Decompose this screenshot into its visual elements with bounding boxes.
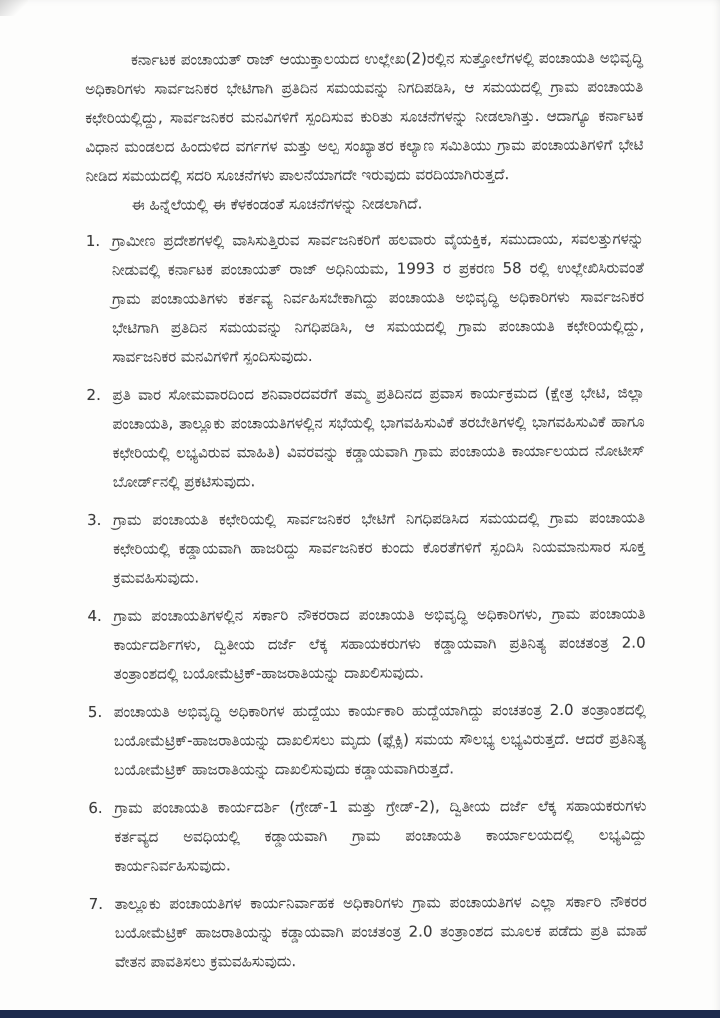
- list-item: [89, 888, 647, 977]
- list-item: [88, 696, 646, 785]
- list-item-text: ಗ್ರಾಮ ಪಂಚಾಯತಿ ಕಛೇರಿಯಲ್ಲಿ ಸಾರ್ವಜನಿಕರ ಭೇಟಿಗೆ ನಿಗಧಿಪಡಿಸಿದ ಸಮಯದಲ್ಲಿ ಗ್ರಾಮ ಪಂಚಾಯತಿ ಕಛೇರಿಯಲ್ಲಿ ಕಡ್ಡಾಯವಾಗಿ ಹಾಜರಿದ್ದು ಸಾರ್ವಜನಿಕರ ಕುಂದು ಕೊರತೆಗಳಿಗೆ ಸ್ಪಂದಿಸಿ ನಿಯಮಾನುಸಾರ ಸೂಕ್ತ ಕ್ರಮವಹಿಸುವುದು.: [113, 508, 646, 587]
- lead-in-paragraph: ಈ ಹಿನ್ನೆಲೆಯಲ್ಲಿ ಈ ಕೆಳಕಂಡಂತೆ ಸೂಚನೆಗಳನ್ನು ನೀಡಲಾಗಿದೆ.: [131, 194, 423, 214]
- list-item-text: ಗ್ರಾಮೀಣ ಪ್ರದೇಶಗಳಲ್ಲಿ ವಾಸಿಸುತ್ತಿರುವ ಸಾರ್ವಜನಿಕರಿಗೆ ಹಲವಾರು ವೈಯಕ್ತಿಕ, ಸಮುದಾಯ, ಸವಲತ್ತುಗಳನ್ನು ನೀಡುವಲ್ಲಿ ಕರ್ನಾಟಕ ಪಂಚಾಯತ್ ರಾಜ್ ಅಧಿನಿಯಮ, 1993 ರ ಪ್ರಕರಣ 58 ರಲ್ಲಿ ಉಲ್ಲೇಖಿಸಿರುವಂತೆ ಗ್ರಾಮ ಪಂಚಾಯತಿಗಳು ಕರ್ತವ್ಯ ನಿರ್ವಹಿಸಬೇಕಾಗಿದ್ದು ಪಂಚಾಯತಿ ಅಭಿವೃದ್ಧಿ ಅಧಿಕಾರಿಗಳು ಸಾರ್ವಜನಿಕರ ಭೇಟಿಗಾಗಿ ಪ್ರತಿದಿನ ಸಮಯವನ್ನು ನಿಗಧಿಪಡಿಸಿ, ಆ ಸಮಯದಲ್ಲಿ ಗ್ರಾಮ ಪಂಚಾಯತಿ ಕಛೇರಿಯಲ್ಲಿದ್ದು, ಸಾರ್ವಜನಿಕರ ಮನವಿಗಳಿಗೆ ಸ್ಪಂದಿಸುವುದು.: [111, 229, 645, 366]
- list-item-number: 3.: [87, 510, 102, 529]
- scan-shadow-topleft: [0, 0, 28, 16]
- list-item-text: ಪ್ರತಿ ವಾರ ಸೋಮವಾರದಿಂದ ಶನಿವಾರದವರೆಗೆ ತಮ್ಮ ಪ್ರತಿದಿನದ ಪ್ರವಾಸ ಕಾರ್ಯಕ್ರಮದ (ಕ್ಷೇತ್ರ ಭೇಟಿ, ಜಿಲ್ಲಾ ಪಂಚಾಯತಿ, ತಾಲ್ಲೂಕು ಪಂಚಾಯತಿಗಳಲ್ಲಿನ ಸಭೆಯಲ್ಲಿ ಭಾಗವಹಿಸುವಿಕೆ ತರಬೇತಿಗಳಲ್ಲಿ ಭಾಗವಹಿಸುವಿಕೆ ಹಾಗೂ ಕಛೇರಿಯಲ್ಲಿ ಲಭ್ಯವಿರುವ ಮಾಹಿತಿ) ವಿವರವನ್ನು ಕಡ್ಡಾಯವಾಗಿ ಗ್ರಾಮ ಪಂಚಾಯತಿ ಕಾರ್ಯಾಲಯದ ನೋಟೀಸ್ ಬೋರ್ಡ್‌ನಲ್ಲಿ ಪ್ರಕಟಿಸುವುದು.: [112, 383, 645, 491]
- list-item-number: 6.: [88, 798, 103, 817]
- list-item-text: ಪಂಚಾಯತಿ ಅಭಿವೃದ್ಧಿ ಅಧಿಕಾರಿಗಳ ಹುದ್ದೆಯು ಕಾರ್ಯಕಾರಿ ಹುದ್ದೆಯಾಗಿದ್ದು ಪಂಚತಂತ್ರ 2.0 ತಂತ್ರಾಂಶದಲ್ಲಿ ಬಯೋಮೆಟ್ರಿಕ್-ಹಾಜರಾತಿಯನ್ನು ದಾಖಲಿಸಲು ಮೃದು (ಫ್ಲೆಕ್ಸಿ) ಸಮಯ ಸೌಲಭ್ಯ ಲಭ್ಯವಿರುತ್ತದೆ. ಆದರೆ ಪ್ರತಿನಿತ್ಯ ಬಯೋಮೆಟ್ರಿಕ್ ಹಾಜರಾತಿಯನ್ನು ದಾಖಲಿಸುವುದು ಕಡ್ಡಾಯವಾಗಿರುತ್ತದೆ.: [113, 700, 647, 779]
- list-item: [86, 225, 645, 372]
- bottom-scan-bar: [0, 1010, 720, 1018]
- list-item: [87, 600, 645, 689]
- document-content: [85, 44, 647, 986]
- list-item-text: ಗ್ರಾಮ ಪಂಚಾಯತಿಗಳಲ್ಲಿನ ಸರ್ಕಾರಿ ನೌಕರರಾದ ಪಂಚಾಯತಿ ಅಭಿವೃದ್ಧಿ ಅಧಿಕಾರಿಗಳು, ಗ್ರಾಮ ಪಂಚಾಯತಿ ಕಾರ್ಯದರ್ಶಿಗಳು, ದ್ವಿತೀಯ ದರ್ಜೆ ಲೆಕ್ಕ ಸಹಾಯಕರುಗಳು ಕಡ್ಡಾಯವಾಗಿ ಪ್ರತಿನಿತ್ಯ ಪಂಚತಂತ್ರ 2.0 ತಂತ್ರಾಂಶದಲ್ಲಿ ಬಯೋಮೆಟ್ರಿಕ್-ಹಾಜರಾತಿಯನ್ನು ದಾಖಲಿಸುವುದು.: [113, 604, 646, 683]
- list-item-text: ತಾಲ್ಲೂಕು ಪಂಚಾಯತಿಗಳ ಕಾರ್ಯನಿರ್ವಾಹಕ ಅಧಿಕಾರಿಗಳು ಗ್ರಾಮ ಪಂಚಾಯತಿಗಳ ಎಲ್ಲಾ ಸರ್ಕಾರಿ ನೌಕರರ ಬಯೋಮೆಟ್ರಿಕ್ ಹಾಜರಾತಿಯನ್ನು ಕಡ್ಡಾಯವಾಗಿ ಪಂಚತಂತ್ರ 2.0 ತಂತ್ರಾಂಶದ ಮೂಲಕ ಪಡೆದು ಪ್ರತಿ ಮಾಹೆ ವೇತನ ಪಾವತಿಸಲು ಕ್ರಮವಹಿಸುವುದು.: [114, 892, 647, 971]
- list-item-number: 2.: [86, 385, 101, 404]
- list-item-number: 1.: [85, 231, 101, 250]
- list-item: [88, 792, 646, 881]
- list-item: [86, 379, 645, 497]
- list-item-number: 7.: [88, 894, 104, 913]
- list-item: [87, 504, 645, 593]
- list-item-number: 5.: [87, 702, 103, 721]
- intro-paragraph: ಕರ್ನಾಟಕ ಪಂಚಾಯತ್ ರಾಜ್ ಆಯುಕ್ತಾಲಯದ ಉಲ್ಲೇಖ(2)ರಲ್ಲಿನ ಸುತ್ತೋಲೆಗಳಲ್ಲಿ ಪಂಚಾಯತಿ ಅಭಿವೃದ್ಧಿ ಅಧಿಕಾರಿಗಳು ಸಾರ್ವಜನಿಕರ ಭೇಟಿಗಾಗಿ ಪ್ರತಿದಿನ ಸಮಯವನ್ನು ನಿಗದಿಪಡಿಸಿ, ಆ ಸಮಯದಲ್ಲಿ ಗ್ರಾಮ ಪಂಚಾಯತಿ ಕಛೇರಿಯಲ್ಲಿದ್ದು, ಸಾರ್ವಜನಿಕರ ಮನವಿಗಳಿಗೆ ಸ್ಪಂದಿಸುವ ಕುರಿತು ಸೂಚನೆಗಳನ್ನು ನೀಡಲಾಗಿತ್ತು. ಆದಾಗ್ಯೂ ಕರ್ನಾಟಕ ವಿಧಾನ ಮಂಡಲದ ಹಿಂದುಳಿದ ವರ್ಗಗಳ ಮತ್ತು ಅಲ್ಪ ಸಂಖ್ಯಾತರ ಕಲ್ಯಾಣ ಸಮಿತಿಯು ಗ್ರಾಮ ಪಂಚಾಯತಿಗಳಿಗೆ ಭೇಟಿ ನೀಡಿದ ಸಮಯದಲ್ಲಿ ಸದರಿ ಸೂಚನೆಗಳು ಪಾಲನೆಯಾಗದೇ ಇರುವುದು ವರದಿಯಾಗಿರುತ್ತದೆ.: [85, 48, 644, 185]
- list-item-number: 4.: [87, 606, 102, 625]
- list-item-text: ಗ್ರಾಮ ಪಂಚಾಯತಿ ಕಾರ್ಯದರ್ಶಿ (ಗ್ರೇಡ್-1 ಮತ್ತು ಗ್ರೇಡ್-2), ದ್ವಿತೀಯ ದರ್ಜೆ ಲೆಕ್ಕ ಸಹಾಯಕರುಗಳು ಕರ್ತವ್ಯದ ಅವಧಿಯಲ್ಲಿ ಕಡ್ಡಾಯವಾಗಿ ಗ್ರಾಮ ಪಂಚಾಯತಿ ಕಾರ್ಯಾಲಯದಲ್ಲಿ ಲಭ್ಯವಿದ್ದು ಕಾರ್ಯನಿರ್ವಹಿಸುವುದು.: [114, 796, 647, 875]
